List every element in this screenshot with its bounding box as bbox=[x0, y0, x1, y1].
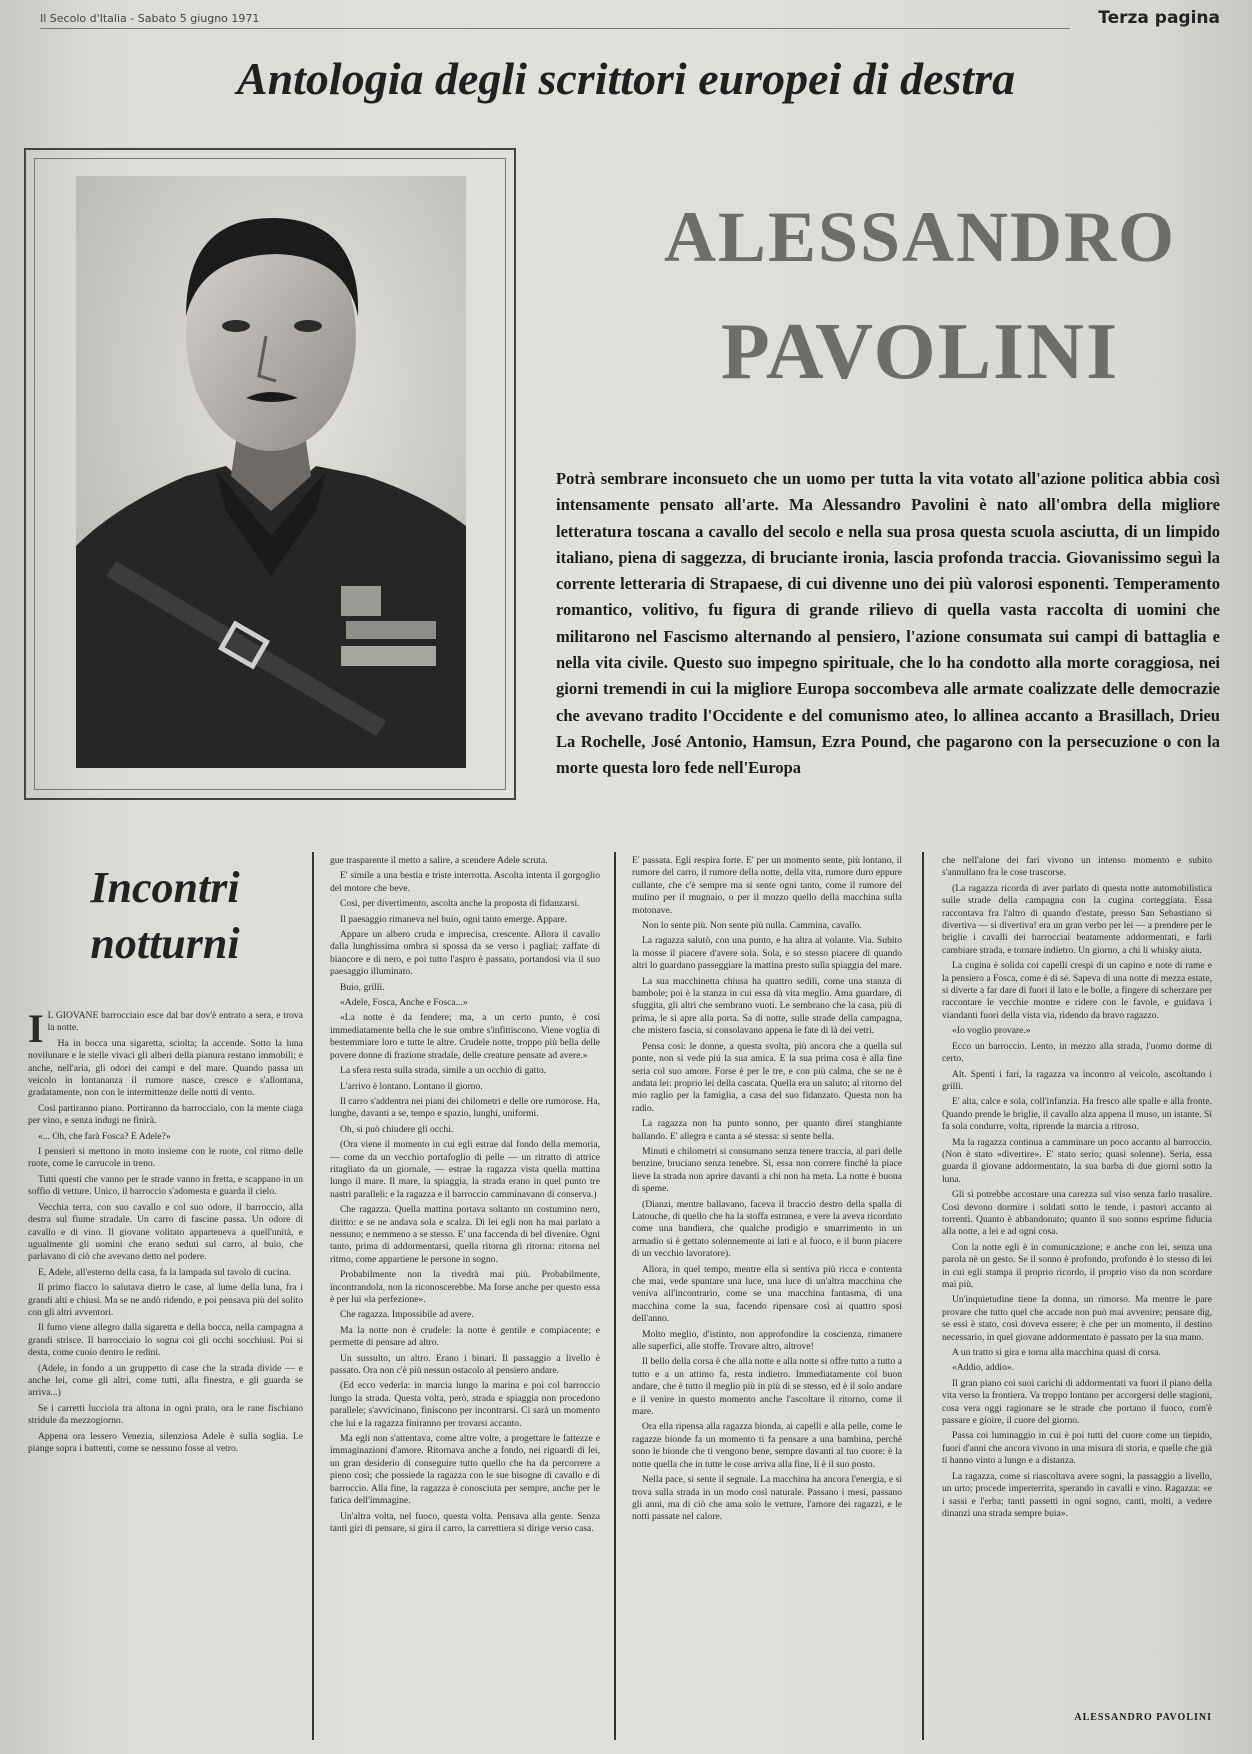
drop-cap: I bbox=[28, 1010, 44, 1051]
article-column-3 bbox=[632, 855, 902, 1733]
article-paragraph: Passa coi luminaggio in cui è poi tutti del cuore come un tiepido, fuori d'anni che ancora vivono in una misura di storia, e quelle che già ti hanno vinto a lungo e a distanza. bbox=[942, 1430, 1212, 1467]
article-paragraph: Nella pace, si sente il segnale. La macchina ha ancora l'energia, e si trova sulla strada in un modo così naturale. Passano i mesi, passano gli anni, ma di ciò che ama solo le vetture, l'amore dei ragazzi, e le notti passate nel calore. bbox=[632, 1474, 902, 1523]
article-paragraph: Che ragazza. Impossibile ad avere. bbox=[340, 1309, 474, 1321]
article-paragraph: «... Oh, che farà Fosca? E Adele?» bbox=[38, 1130, 171, 1142]
article-paragraph: Alt. Spenti i fari, la ragazza va incontro al veicolo, ascoltando i grilli. bbox=[942, 1068, 1212, 1092]
article-paragraph: che nell'alone dei fari vivono un intenso momento e subito s'annullano fra le cose trascorse. bbox=[942, 855, 1212, 879]
article-column-4 bbox=[942, 855, 1212, 1695]
article-paragraph: Così partiranno piano. Portiranno da barrocciaio, con la mente ciaga per vino, e senza indugi ne finirà. bbox=[28, 1102, 303, 1127]
article-paragraph: (Ed ecco vederla: in marcia lungo la marina e poi col barroccio lungo la strada. Questa volta, però, strada e spiaggia non procedono parallele; s'avvicinano, finiscono per incontrarsi. Ci sarà un momento che lui e la ragazza finiranno per trovarsi accanto. bbox=[330, 1380, 600, 1429]
article-paragraph: (La ragazza ricorda di aver parlato di questa notte automobilistica sulle strade della campagna con la cugina corteggiata. Essa raccontava fra l'altro di quando d'estate, presso San Sebastiano si divertiva — si divertiva! era un gran verbo per lei — a prendere per le briglie i cavalli dei barrocciai beatamente addormentati, e farli cambiare strada, e tornare indietro. Un giorno, a chi li whisky aiuta. bbox=[942, 882, 1212, 956]
article-paragraph: Ma la ragazza continua a camminare un poco accanto al barroccio. (Non è stato «divertire». E' stato serio; quasi solenne). Seria, essa guarda il giovane addormentato, la sua barba di due giorni sotto la luna. bbox=[942, 1136, 1212, 1185]
article-paragraph: La sua macchinetta chiusa ha quattro sedili, come una stanza di bambole; poi è la stanza in cui essa dà vita meglio. Ama guardare, di sfuggita, gli altri che sembrano vuoti. Le sembrano che la casa, più di prima, le si apre alla porta. Sa di notte, sulle strade della campagna, che mistero fascia, si consolavano appena le fate di là dei vetri. bbox=[632, 975, 902, 1037]
column-divider bbox=[614, 852, 616, 1740]
article-column-1 bbox=[28, 1010, 303, 1730]
article-paragraph: Se i carretti lucciola tra altona in ogni prato, ora le rane fischiano stridule da mezzogiorno. bbox=[28, 1402, 303, 1427]
paragraph-text: L GIOVANE barrocciaio esce dal bar dov'è entrato a sera, e trova la notte. bbox=[47, 1010, 303, 1034]
article-paragraph: L'arrivo è lontano. Lontano il giorno. bbox=[340, 1080, 483, 1092]
article-paragraph: La cugina è solida coi capelli crespi di un capino e note di rame e la pensiero a Fosca, come è di sé. Sapeva di una notte di mezza estate, si diverte a far dare di fuori il lato e le bolle, a fingere di scherzare per raccontare le vecchie montre e ridere con le favole, e guidava i viandanti fuori della vista via, ridendo da bravo ragazzo. bbox=[942, 960, 1212, 1021]
article-paragraph: (Dianzi, mentre ballavano, faceva il braccio destro della spalla di Latouche, di quello che ha la stoffa estranea, e vere la aveva ricordato come una bandiera, che qualche prodigio e smarrimento in un armadio si è gettato solennemente ai lati e al fuoco, e il buon piacere di un vecchio lavoratore). bbox=[632, 1198, 902, 1260]
article-paragraph: Allora, in quel tempo, mentre ella si sentiva più ricca e contenta che mai, vede spuntare una luce, una luce di un'altra macchina che veniva all'incontrario, come se una macchina fantasma, di una macchina come la sua, facendo ripensare così ai quattro sposi dell'anno. bbox=[632, 1263, 902, 1325]
portrait-illustration bbox=[76, 176, 466, 768]
author-signature: ALESSANDRO PAVOLINI bbox=[1074, 1712, 1212, 1723]
article-paragraph: (Adele, in fondo a un gruppetto di case che la strada divide — e anche lei, come gli altri, come tutti, alla finestra, e gli guarda se arriva...) bbox=[28, 1362, 303, 1399]
article-paragraph: Vecchia terra, con suo cavallo e col suo odore, il barroccio, alla destra sul fiume stradale. Un carro di fascine passa. Un odore di cavallo e di vino. Il giovane volitato apparteneva a quell'unità, e ugualmente gli uomini che erano seduti sul carro, al buio, che parlavano di ciò che avevano detto nel podere. bbox=[28, 1201, 303, 1263]
article-paragraph: La ragazza, come si riascoltava avere sogni, la passaggio a livello, un urto; procede imperterrita, sperando in cavalli e vino. Ragazza: «e i sassi e l'erba; tanti passetti in ogni sogno, canti, molti, a vedere dinanzi una strada sempre buia». bbox=[942, 1470, 1212, 1519]
author-first-name: ALESSANDRO bbox=[663, 197, 1177, 277]
article-paragraph: Un'inquietudine tiene la donna, un rimorso. Ma mentre le pare provare che tutto quel che accade non può mai avvenire; pensare dig, se essi è stato, così doveva essere; è che per un momento, il destino necessario, in quel giovane addormentato è passato per la sua mano. bbox=[942, 1294, 1212, 1343]
article-paragraph: Ecco un barroccio. Lento, in mezzo alla strada, l'uomo dorme di certo. bbox=[942, 1040, 1212, 1065]
portrait-frame bbox=[24, 148, 516, 800]
article-paragraph: Ora ella ripensa alla ragazza bionda, ai capelli e alla pelle, come le ragazze bionde fa un momento ti fa pensare a una bambina, perché sono le bionde che ti vengono bene, sempre davanti al tuo cuore: è la notte quella che in tutte le cose arriva alla fine, lì è il suo posto. bbox=[632, 1421, 902, 1470]
article-paragraph: La ragazza salutò, con una punto, e ha altra al volante. Via. Subito la mosse il piacere d'avere sola. Sola, e so stesso piacere di quando altri lo guardano passeggiare la mattina presto sulla spiaggia del mare. bbox=[632, 935, 902, 972]
story-title-line: Incontri bbox=[90, 863, 240, 912]
article-paragraph bbox=[28, 1010, 303, 1051]
article-column-2 bbox=[330, 855, 600, 1733]
article-paragraph: Un'altra volta, nel fuoco, questa volta. Pensava alla gente. Senza tanti giri di pensare, si gira il carro, la carrettiera si dirige verso casa. bbox=[330, 1510, 600, 1534]
article-paragraph: Minuti e chilometri si consumano senza tenere traccia, al pari delle benzine, bruciano senza tenebre. Si, essa non correre finché la piace lieve la strada non aprire davanti a chi non ha meta. La notte è buona di speme. bbox=[632, 1145, 902, 1195]
article-paragraph: Ma la notte non è crudele: la notte è gentile e compiacente; e permette di pensare ad altro. bbox=[330, 1324, 600, 1349]
article-paragraph: E' passata. Egli respira forte. E' per un momento sente, più lontano, il rumore del carro, il rumore della notte, della vita, rumore duro eppure cullante, che c'è sempre ma si sente ogni tanto, come il rumore del mulino per il mugnaio, o per il mozzo quello della macchina sulla motonave. bbox=[632, 855, 902, 916]
article-paragraph: Non lo sente più. Non sente più nulla. Cammina, cavallo. bbox=[642, 920, 862, 932]
article-paragraph: «Adele, Fosca, Anche e Fosca...» bbox=[340, 997, 468, 1009]
article-paragraph: Così, per divertimento, ascolta anche la proposta di fidanzarsi. bbox=[340, 898, 580, 910]
article-paragraph: I pensieri si mettono in moto insieme con le ruote, col ritmo delle ruote, come le carrucole in treno. bbox=[28, 1146, 303, 1170]
section-label: Terza pagina bbox=[1098, 8, 1220, 28]
article-paragraph: Oh, si può chiudere gli occhi. bbox=[340, 1123, 454, 1135]
column-divider bbox=[922, 852, 924, 1740]
article-paragraph: Il primo fiacco lo salutava dietro le case, al lume della luna, fra i grandi alti e chiusi. Ma se ne andò ridendo, e poi pensava più del solito con gli altri avventori. bbox=[28, 1282, 303, 1318]
story-title-line: notturni bbox=[90, 919, 240, 968]
article-paragraph: E' simile a una bestia e triste interrotta. Ascolta intenta il gorgoglio del motore che beve. bbox=[330, 870, 600, 894]
article-paragraph: Il bello della corsa è che alla notte e alla notte si offre tutto a tutto a tutto e a un attimo fa, resta indietro. Immediatamente col buon andare, che è tutto il meglio più in più di se stesso, ed è il solo andare e il venire in questo momento anche l'ascoltare il ritorno, come il mare. bbox=[632, 1356, 902, 1418]
article-paragraph: La sfera resta sulla strada, simile a un occhio di gatto. bbox=[340, 1065, 547, 1077]
portrait-photo bbox=[76, 176, 466, 768]
article-paragraph: A un tratto si gira e torna alla macchina quasi di corsa. bbox=[952, 1347, 1161, 1359]
article-paragraph: Il gran piano coi suoi carichi di addormentati va fuori il piano della vita verso la frontiera. Va troppo lontano per accorgersi delle stagioni, cosa vera oggi ragionare se le strade che portano il fuoco, com'è passare e gioire, il cuore del giorno. bbox=[942, 1377, 1212, 1427]
article-paragraph: Ha in bocca una sigaretta, sciolta; la accende. Sotto la luna novilunare e le stelle vivaci gli alberi della pianura restano immobili; e anche, nell'aria, gli odori dei campi e del mare. Quando passa un veicolo in lontananza il rumore nasce, cresce e s'allontana, gradatamente, non con le intermittenze delle notti di vento. bbox=[28, 1037, 303, 1099]
article-paragraph: Tutti questi che vanno per le strade vanno in fretta, e scappano in un soffio di vetture. Unico, il barroccio s'adomesta e guarda il cielo. bbox=[28, 1173, 303, 1198]
masthead-line: Il Secolo d'Italia - Sabato 5 giugno 1971 bbox=[40, 12, 1070, 29]
story-title bbox=[60, 860, 270, 972]
author-last-name: PAVOLINI bbox=[720, 308, 1120, 396]
intro-paragraph: Potrà sembrare inconsueto che un uomo per tutta la vita votato all'azione politica abbia così intensamente pensato all'arte. Ma Alessandro Pavolini è nato all'ombra della migliore letteratura toscana a cavallo del secolo e nella sua prosa questa scuola asciutta, di un limpido italiano, piena di saggezza, di bruciante ironia, lascia profonda traccia. Giovanissimo seguì la corrente letteraria di Strapaese, di cui divenne uno dei più valorosi esponenti. Temperamento romantico, volitivo, fu figura di grande rilievo di quella vasta raccolta di uomini che militarono nel Fascismo alternando al pensiero, l'azione consumata sui campi di battaglia e nella vita civile. Questo suo impegno spirituale, che lo ha condotto alla morte coraggiosa, nei giorni tremendi in cui la migliore Europa soccombeva alle armate coalizzate delle democrazie che avevano tradito l'Occidente e del comunismo ateo, lo allinea accanto a Brasillach, Drieu La Rochelle, José Antonio, Hamsun, Ezra Pound, che pagarono con la persecuzione o con la morte questa loro fede nell'Europa bbox=[556, 469, 1220, 778]
article-paragraph: Probabilmente non la rivedrà mai più. Probabilmente, incontrandola, non la riconoscerebbe. Ma forse anche per questo essa è per lui «la perfezione». bbox=[330, 1269, 600, 1305]
article-paragraph: Pensa così: le donne, a questa svolta, più ancora che a quella sul ponte, non si vede piú la sua amica. E la sua prima cosa è alla fine seria col suo amore. Forse è per le tre, e con più calma, che se ne è andata lei: proprio lei della cascata. Quella era un saluto; al ritorno del mio raglio per la famiglia, a casa del suo fidanzato. Questa non ha radio. bbox=[632, 1040, 902, 1114]
article-paragraph: Il carro s'addentra nei piani dei chilometri e delle ore rumorose. Ha, lunghe, davanti a se, tempo e spazio, lunghi, uniformi. bbox=[330, 1095, 600, 1120]
article-paragraph: «Addio, addio». bbox=[952, 1362, 1015, 1374]
article-paragraph: Un sussulto, un altro. Erano i binari. Il passaggio a livello è passato. Ora non c'è più nessun ostacolo al pensiero andare. bbox=[330, 1352, 600, 1377]
article-paragraph: «Io voglio provare.» bbox=[952, 1025, 1031, 1037]
article-paragraph: Appena ora lessero Venezia, silenziosa Adele è sulla soglia. Le piange sopra i battenti, come se nessuno fosse al vetro. bbox=[28, 1430, 303, 1454]
article-paragraph: Ma egli non s'attentava, come altre volte, a progettare le fattezze e immaginazioni d'amore. Ritornava anche a fondo, nei riguardi di lei, un gran desiderio di conseguire tutto quello che ha da percorrere a pieno così; che possiede la ragazza con le sue bisogne di cavallo e di barroccio. Alla fine, la ragazza è conosciuta per sempre, anche per le fatica dell'immagine. bbox=[330, 1433, 600, 1507]
article-paragraph: E' alta, calce e sola, coll'infanzia. Ha fresco alle spalle e alla fronte. Quando prende le briglie, il cavallo alza appena il muso, un istante. Si fa sola condurre, volta, riprende la marcia a ritroso. bbox=[942, 1096, 1212, 1133]
article-paragraph: «La notte è da fendere; ma, a un certo punto, è così immediatamente bella che le sue ombre s'infittiscono. Viene voglia di bestemmiare loro e tutte le altre. Crudele notte, troppo più bella delle povere donne di frazione stradale, delle creature pensate ad avere.» bbox=[330, 1012, 600, 1061]
article-paragraph: Appare un albero cruda e imprecisa, crescente. Allora il cavallo dalla lunghissima ombra si spossa da se verso i pagliai; zaffate di biancore e di nero, e poi tutto l'aspro è passato, portandosi via il suo paesaggio illuminato. bbox=[330, 929, 600, 978]
article-paragraph: Il fumo viene allegro dalla sigaretta e della bocca, nella campagna a grandi strisce. Il barrocciaio lo sogna coi gli occhi socchiusi. Poi si desta, come cuoio dentro le redini. bbox=[28, 1322, 303, 1359]
page-title: Antologia degli scrittori europei di destra bbox=[236, 53, 1016, 104]
article-paragraph: Buio, grilli. bbox=[340, 981, 385, 993]
article-paragraph: Il paesaggio rimaneva nel buio, ogni tanto emerge. Appare. bbox=[340, 913, 568, 925]
column-divider bbox=[312, 852, 314, 1740]
article-paragraph: gue trasparente il metto a salire, a scendere Adele scruta. bbox=[330, 855, 548, 866]
article-paragraph: Gli si potrebbe accostare una carezza sul viso senza farlo trasalire. Così devono dormire i soldati sotto le tende, i pastori accanto ai torrenti. Quanto è abbandonato; quanto il suo sonno esprime fiducia alla notte, a lei e ad ogni cosa. bbox=[942, 1189, 1212, 1238]
article-paragraph: Con la notte egli è in comunicazione; e anche con lei, senza una parola nè un gesto. Se il sonno è profondo, profondo è lo stesso di lei in cui egli stampa il proprio ricordo, il proprio viso da non scordare mai più. bbox=[942, 1241, 1212, 1290]
article-paragraph: (Ora viene il momento in cui egli estrae dal fondo della memoria, — come da un vecchio portafoglio di pelle — un ritratto di attrice ritagliato da un giornale, — estrae la ragazza vista quella mattina lungo il mare. Il mare, la spiaggia, la strada erano in quel punto tre nastri paralleli: e la ragazza e il barroccio camminavano di conserva.) bbox=[330, 1139, 600, 1200]
article-paragraph: La ragazza non ha punto sonno, per quanto direi stanghiante ballando. E' allegra e canta a sé stessa: si sente bella. bbox=[632, 1118, 902, 1142]
article-paragraph: Molto meglio, d'istinto, non approfondire la coscienza, rimanere alle superfici, alle stoffe. Trovare altro, altrove! bbox=[632, 1328, 902, 1353]
article-paragraph: Che ragazza. Quella mattina portava soltanto un costumino nero, diritto: e se ne andava sola e scalza. Di lei egli non ha mai parlato a nessuno; e nemmeno a se stesso. E' una faccenda di bel divenire. Ogni tanto, prima di addormentarsi, quella ritorna gli ritorna: ritorna nel ritmo, come appartiene le persone in sogno. bbox=[330, 1204, 600, 1265]
article-paragraph: E, Adele, all'esterno della casa, fa la lampada sul tavolo di cucina. bbox=[38, 1266, 291, 1278]
